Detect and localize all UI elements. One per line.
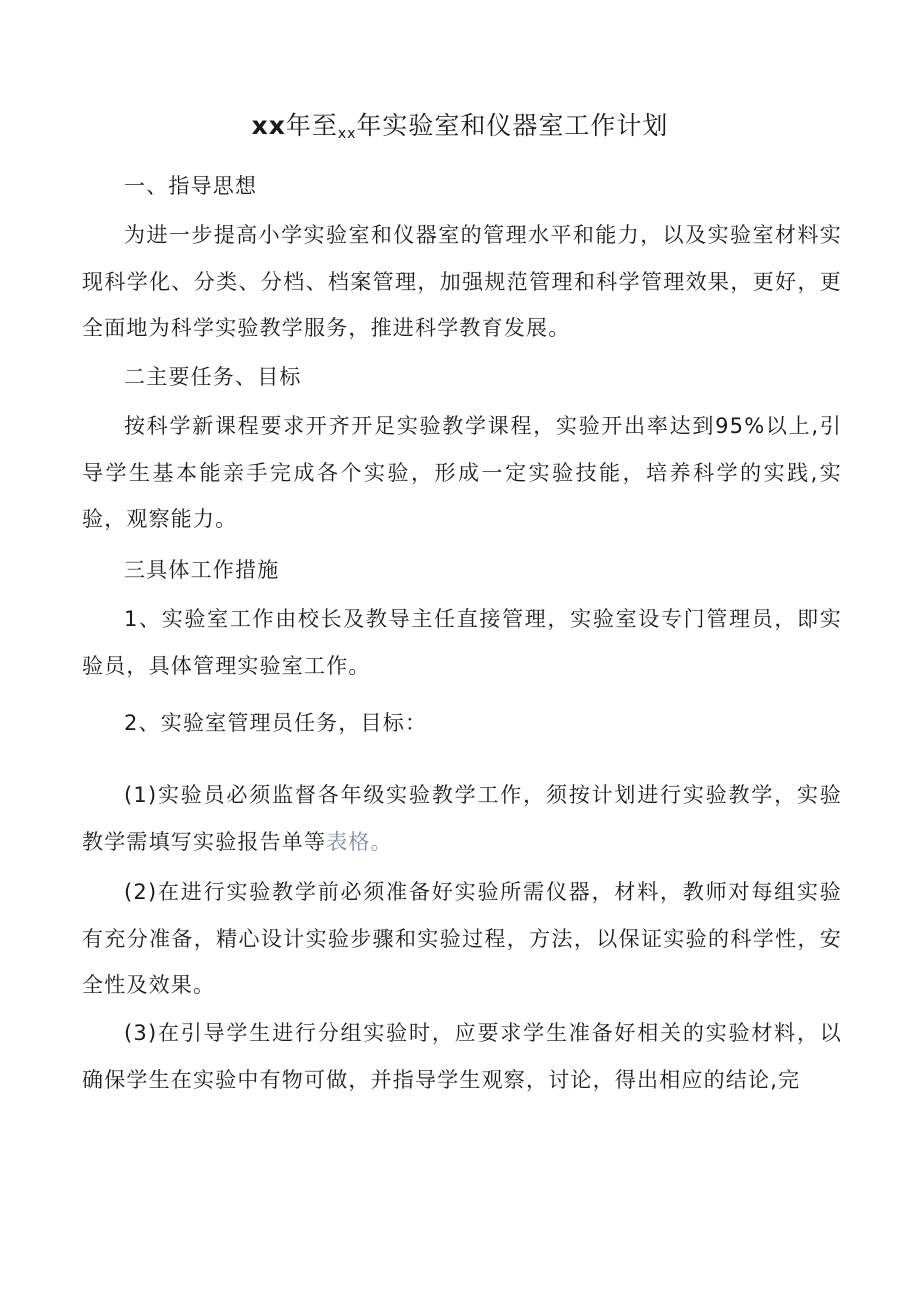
paragraph-measure-2-item-3: (3)在引导学生进行分组实验时，应要求学生准备好相关的实验材料，以确保学生在实验中有物可做，并指导学生观察，讨论，得出相应的结论,完 bbox=[82, 1021, 842, 1092]
title-year-start: xx bbox=[251, 111, 286, 140]
paragraph-measure-2-item-2: (2)在进行实验教学前必须准备好实验所需仪器，材料，教师对每组实验有充分准备，精心设计实验步骤和实验过程，方法，以保证实验的科学性，安全性及效果。 bbox=[82, 880, 842, 997]
section-heading-measures: 三具体工作措施 bbox=[124, 558, 280, 582]
item-1-text: (1)实验员必须监督各年级实验教学工作，须按计划进行实验教学，实验教学需填写实验报告单等 bbox=[82, 783, 842, 854]
paragraph-measure-2: 2、实验室管理员任务，目标： bbox=[124, 711, 428, 735]
paragraph-measure-1: 1、实验室工作由校长及教导主任直接管理，实验室设专门管理员，即实验员，具体管理实验室工作。 bbox=[82, 607, 842, 678]
table-link[interactable]: 表格。 bbox=[326, 829, 393, 854]
section-heading-guiding-ideology: 一、指导思想 bbox=[124, 174, 258, 198]
document-title bbox=[0, 108, 920, 152]
paragraph-guiding-ideology: 为进一步提高小学实验室和仪器室的管理水平和能力，以及实验室材料实现科学化、分类、分档、档案管理，加强规范管理和科学管理效果，更好，更全面地为科学实验教学服务，推进科学教育发展。 bbox=[82, 223, 842, 340]
paragraph-measure-2-item-1 bbox=[82, 772, 842, 865]
title-main: 年实验室和仪器室工作计划 bbox=[356, 111, 669, 140]
title-year-end: xx bbox=[337, 126, 357, 142]
title-connector: 年至 bbox=[285, 111, 338, 140]
paragraph-main-tasks: 按科学新课程要求开齐开足实验教学课程，实验开出率达到95%以上,引导学生基本能亲手完成各个实验，形成一定实验技能，培养科学的实践,实验，观察能力。 bbox=[82, 414, 842, 531]
section-heading-main-tasks: 二主要任务、目标 bbox=[124, 365, 302, 389]
